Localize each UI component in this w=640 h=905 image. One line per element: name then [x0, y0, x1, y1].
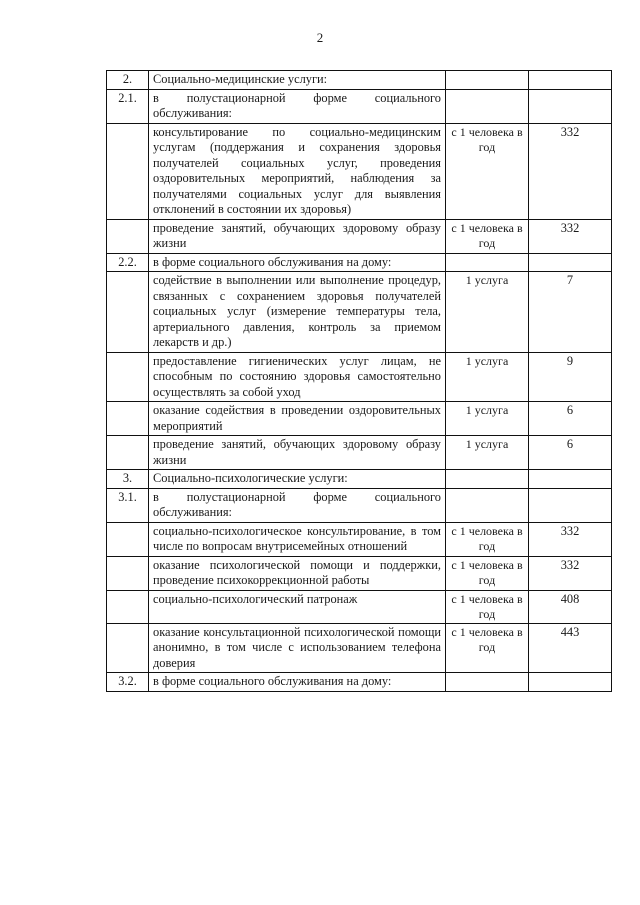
unit-cell: [446, 673, 529, 692]
price-cell: 332: [529, 556, 612, 590]
price-cell: 7: [529, 272, 612, 353]
subsection-row: [107, 673, 612, 692]
service-name-cell: Социально-медицинские услуги:: [149, 71, 446, 90]
price-cell: [529, 89, 612, 123]
unit-cell: с 1 человека в год: [446, 623, 529, 673]
section-row: [107, 71, 612, 90]
row-number-cell: [107, 590, 149, 623]
service-row: [107, 623, 612, 673]
unit-cell: [446, 89, 529, 123]
price-cell: 6: [529, 402, 612, 436]
service-row: [107, 590, 612, 623]
service-row: [107, 556, 612, 590]
row-number-cell: 2.: [107, 71, 149, 90]
service-name-cell: в форме социального обслуживания на дому:: [149, 253, 446, 272]
services-tariff-table: [106, 70, 612, 692]
service-name-cell: содействие в выполнении или выполнение процедур, связанных с сохранением здоровья получателей социальных услуг (измерение температуры тела, артериального давления, контроль за приемом лекарств и др.): [149, 272, 446, 353]
price-cell: 332: [529, 219, 612, 253]
service-name-cell: Социально-психологические услуги:: [149, 470, 446, 489]
service-row: [107, 352, 612, 402]
unit-cell: [446, 253, 529, 272]
page-number: 2: [316, 30, 324, 45]
service-name-cell: консультирование по социально-медицинским услугам (поддержания и сохранения здоровья получателей социальных услуг, проведения оздоровительных мероприятий, наблюдения за получателями социальных услуг для выявления отклонений в состоянии их здоровья): [149, 123, 446, 219]
price-cell: 6: [529, 436, 612, 470]
price-cell: [529, 673, 612, 692]
service-name-cell: социально-психологическое консультирование, в том числе по вопросам внутрисемейных отношений: [149, 522, 446, 556]
row-number-cell: 2.1.: [107, 89, 149, 123]
price-cell: [529, 253, 612, 272]
service-name-cell: в форме социального обслуживания на дому:: [149, 673, 446, 692]
unit-cell: [446, 71, 529, 90]
service-name-cell: оказание консультационной психологической помощи анонимно, в том числе с использованием телефона доверия: [149, 623, 446, 673]
service-name-cell: предоставление гигиенических услуг лицам, не способным по состоянию здоровья самостоятельно осуществлять за собой уход: [149, 352, 446, 402]
row-number-cell: [107, 522, 149, 556]
service-row: [107, 522, 612, 556]
row-number-cell: [107, 219, 149, 253]
unit-cell: [446, 470, 529, 489]
subsection-row: [107, 253, 612, 272]
subsection-row: [107, 89, 612, 123]
row-number-cell: [107, 272, 149, 353]
service-name-cell: проведение занятий, обучающих здоровому образу жизни: [149, 436, 446, 470]
service-name-cell: социально-психологический патронаж: [149, 590, 446, 623]
unit-cell: с 1 человека в год: [446, 123, 529, 219]
service-row: [107, 436, 612, 470]
row-number-cell: 3.: [107, 470, 149, 489]
unit-cell: 1 услуга: [446, 272, 529, 353]
service-name-cell: проведение занятий, обучающих здоровому образу жизни: [149, 219, 446, 253]
price-cell: [529, 470, 612, 489]
row-number-cell: [107, 623, 149, 673]
price-cell: 408: [529, 590, 612, 623]
unit-cell: [446, 488, 529, 522]
price-cell: 332: [529, 522, 612, 556]
unit-cell: 1 услуга: [446, 352, 529, 402]
service-row: [107, 272, 612, 353]
service-name-cell: в полустационарной форме социального обслуживания:: [149, 488, 446, 522]
service-row: [107, 402, 612, 436]
unit-cell: с 1 человека в год: [446, 556, 529, 590]
price-cell: 332: [529, 123, 612, 219]
unit-cell: 1 услуга: [446, 402, 529, 436]
row-number-cell: [107, 402, 149, 436]
unit-cell: с 1 человека в год: [446, 522, 529, 556]
price-cell: [529, 71, 612, 90]
price-cell: 9: [529, 352, 612, 402]
row-number-cell: 3.1.: [107, 488, 149, 522]
service-name-cell: в полустационарной форме социального обслуживания:: [149, 89, 446, 123]
row-number-cell: [107, 556, 149, 590]
service-row: [107, 123, 612, 219]
subsection-row: [107, 488, 612, 522]
price-cell: 443: [529, 623, 612, 673]
unit-cell: 1 услуга: [446, 436, 529, 470]
unit-cell: с 1 человека в год: [446, 590, 529, 623]
service-name-cell: оказание содействия в проведении оздоровительных мероприятий: [149, 402, 446, 436]
price-cell: [529, 488, 612, 522]
service-name-cell: оказание психологической помощи и поддержки, проведение психокоррекционной работы: [149, 556, 446, 590]
section-row: [107, 470, 612, 489]
row-number-cell: 2.2.: [107, 253, 149, 272]
row-number-cell: [107, 352, 149, 402]
row-number-cell: [107, 123, 149, 219]
row-number-cell: 3.2.: [107, 673, 149, 692]
service-row: [107, 219, 612, 253]
unit-cell: с 1 человека в год: [446, 219, 529, 253]
row-number-cell: [107, 436, 149, 470]
